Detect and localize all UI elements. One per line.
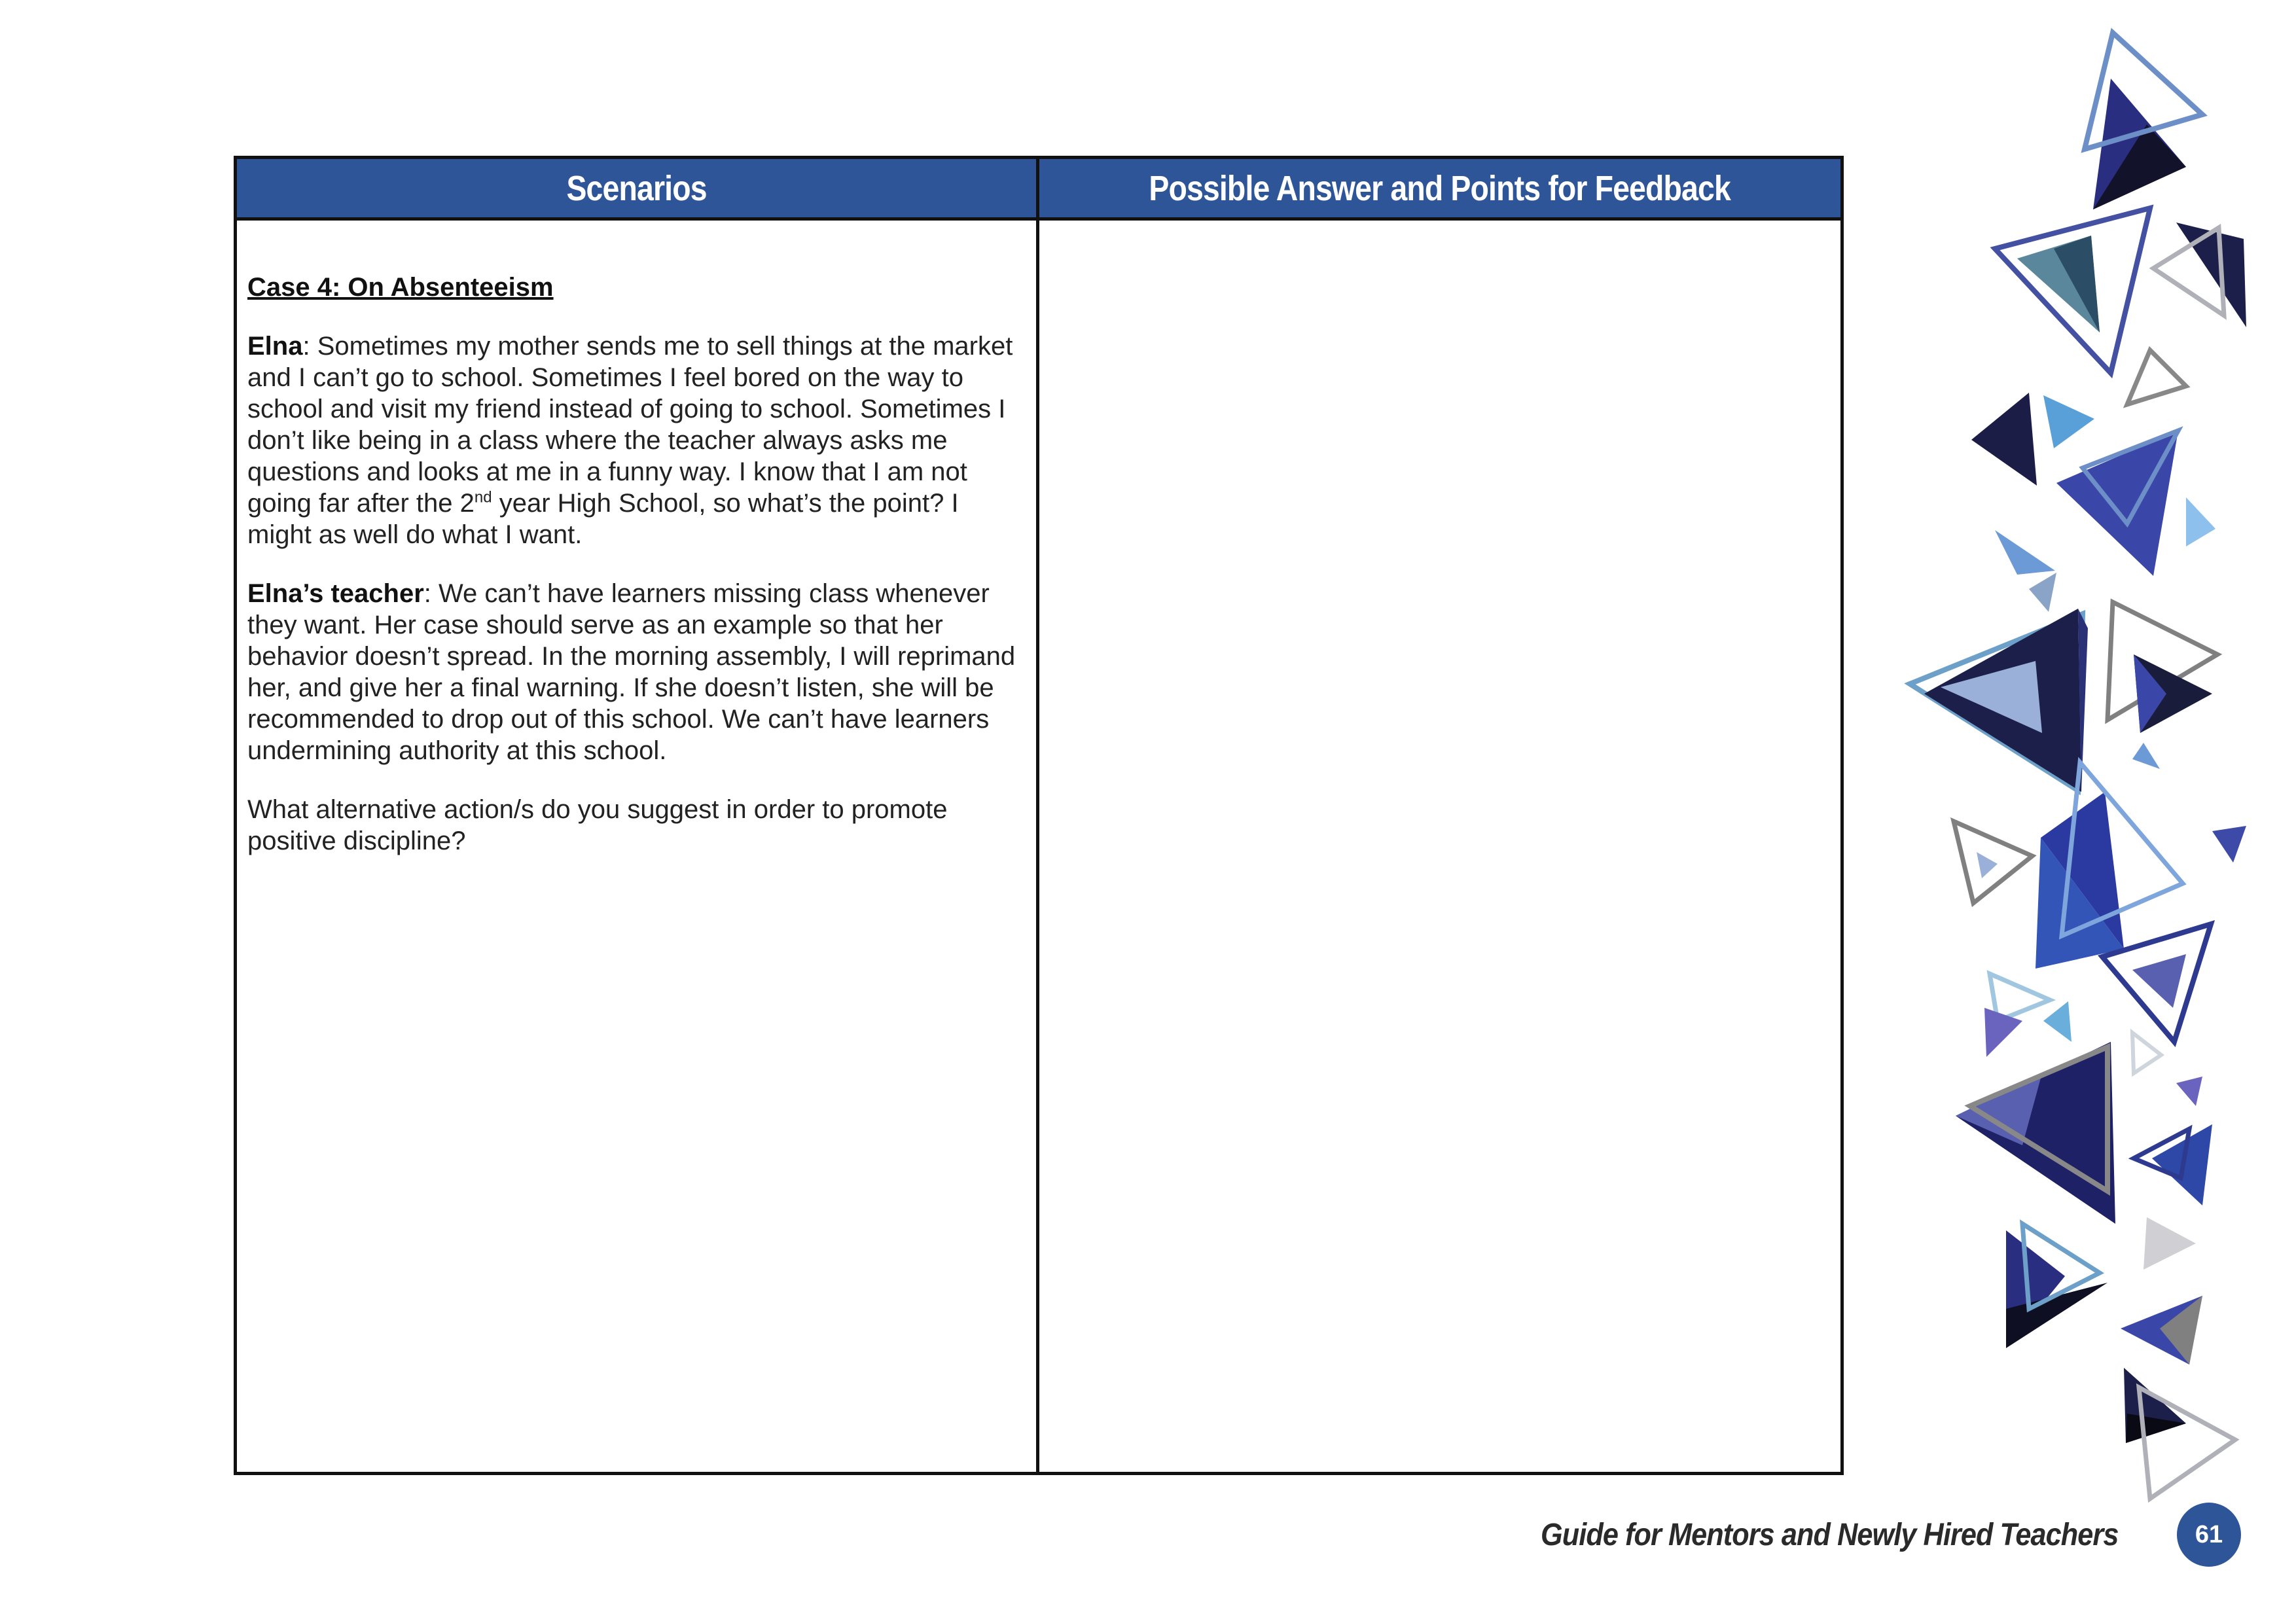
header-possible-answer: Possible Answer and Points for Feedback [1039, 159, 1840, 221]
discussion-question: What alternative action/s do you suggest in order to promote positive discipline? [247, 795, 948, 855]
scenario-table [234, 156, 1844, 1475]
teacher-statement: Elna’s teacher: We can’t have learners missing class whenever they want. Her case should serve as an example so that her behavior doesn’t spread. In the morning assembly, I will reprimand her, and give her a final warning. If she doesn’t listen, she will be recommended to drop out of this school. We can’t have learners undermining authority at this school. [247, 579, 1016, 765]
page-number-badge: 61 [2177, 1503, 2241, 1567]
answer-cell [1039, 221, 1840, 1472]
elna-statement: Elna: Sometimes my mother sends me to sell things at the market and I can’t go to school. Sometimes I feel bored on the way to school and visit my friend instead of going to school. Sometimes I don’t like being in a class where the teacher always asks me questions and looks at me in a funny way. I know that I am not going far after the 2nd year High School, so what’s the point? I might as well do what I want. [247, 332, 1013, 549]
scenario-cell [237, 221, 1039, 1472]
header-scenarios: Scenarios [237, 159, 1039, 221]
triangle-cluster-icon [1910, 33, 2246, 1499]
speaker-teacher: Elna’s teacher [247, 579, 424, 608]
speaker-elna: Elna [247, 332, 303, 361]
decorative-triangles [1846, 0, 2296, 1623]
case-title: Case 4: On Absenteeism [247, 273, 554, 302]
footer-title: Guide for Mentors and Newly Hired Teachers [1540, 1518, 2118, 1552]
